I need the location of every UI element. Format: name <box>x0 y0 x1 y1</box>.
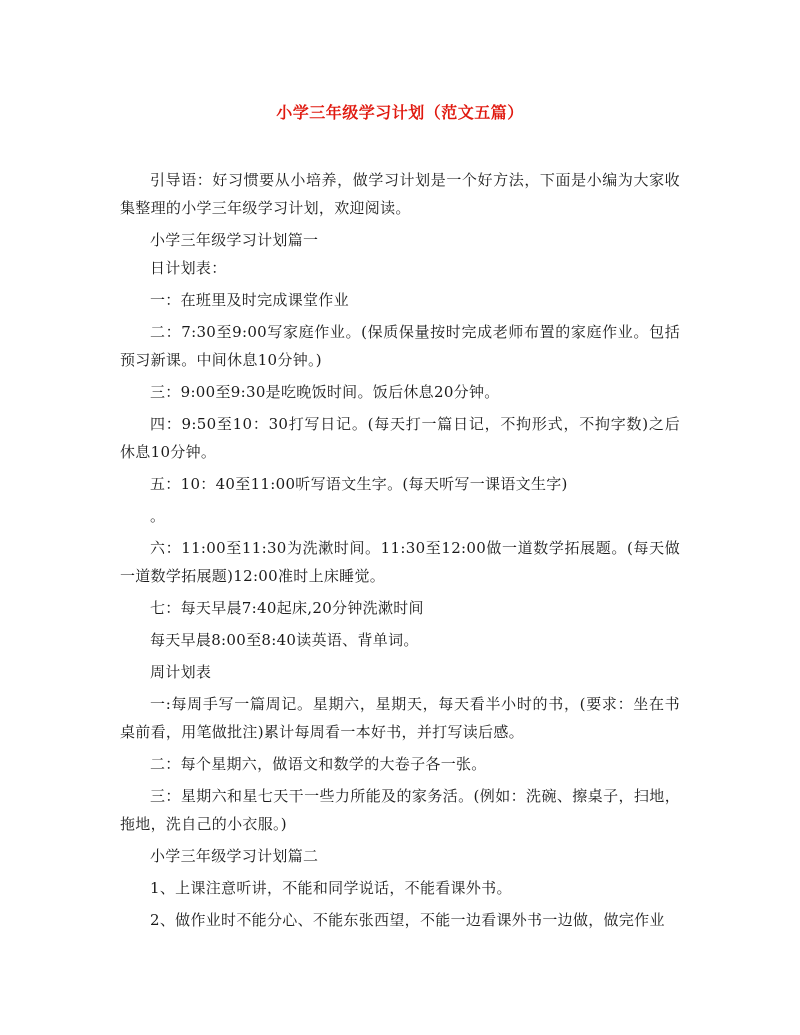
intro-paragraph: 引导语：好习惯要从小培养，做学习计划是一个好方法，下面是小编为大家收集整理的小学三年级学习计划，欢迎阅读。 <box>120 171 680 217</box>
daily-item-6: 六：11:00至11:30为洗漱时间。11:30至12:00做一道数学拓展题。(每天做一道数学拓展题)12:00准时上床睡觉。 <box>120 539 680 585</box>
weekly-item-2: 二：每个星期六，做语文和数学的大卷子各一张。 <box>150 755 487 773</box>
document-title: 小学三年级学习计划（范文五篇） <box>276 103 524 122</box>
daily-item-2: 二：7:30至9:00写家庭作业。(保质保量按时完成老师布置的家庭作业。包括预习新课。中间休息10分钟。) <box>120 323 680 369</box>
rule-item-2: 2、做作业时不能分心、不能东张西望，不能一边看课外书一边做，做完作业 <box>150 911 665 929</box>
weekly-item-1: 一:每周手写一篇周记。星期六，星期天，每天看半小时的书，(要求：坐在书桌前看，用笔做批注)累计每周看一本好书，并打写读后感。 <box>120 695 680 741</box>
daily-plan-heading: 日计划表： <box>150 259 227 277</box>
section-heading-2: 小学三年级学习计划篇二 <box>150 847 319 865</box>
weekly-item-3: 三：星期六和星七天干一些力所能及的家务活。(例如：洗碗、擦桌子，扫地，拖地，洗自己的小衣服。) <box>120 787 680 833</box>
section-heading-1: 小学三年级学习计划篇一 <box>150 231 319 249</box>
daily-item-1: 一：在班里及时完成课堂作业 <box>150 291 349 309</box>
daily-item-5-continuation: 。 <box>150 507 166 525</box>
daily-item-7: 七：每天早晨7:40起床,20分钟洗漱时间 <box>150 599 424 617</box>
daily-item-4: 四：9:50至10：30打写日记。(每天打一篇日记，不拘形式，不拘字数)之后休息10分钟。 <box>120 415 680 461</box>
daily-item-3: 三：9:00至9:30是吃晚饭时间。饭后休息20分钟。 <box>150 383 500 401</box>
weekly-plan-heading: 周计划表 <box>150 663 212 681</box>
document-body <box>120 166 680 934</box>
daily-item-8: 每天早晨8:00至8:40读英语、背单词。 <box>150 631 419 649</box>
daily-item-5: 五：10：40至11:00听写语文生字。(每天听写一课语文生字) <box>150 475 568 493</box>
rule-item-1: 1、上课注意听讲，不能和同学说话，不能看课外书。 <box>150 879 512 897</box>
